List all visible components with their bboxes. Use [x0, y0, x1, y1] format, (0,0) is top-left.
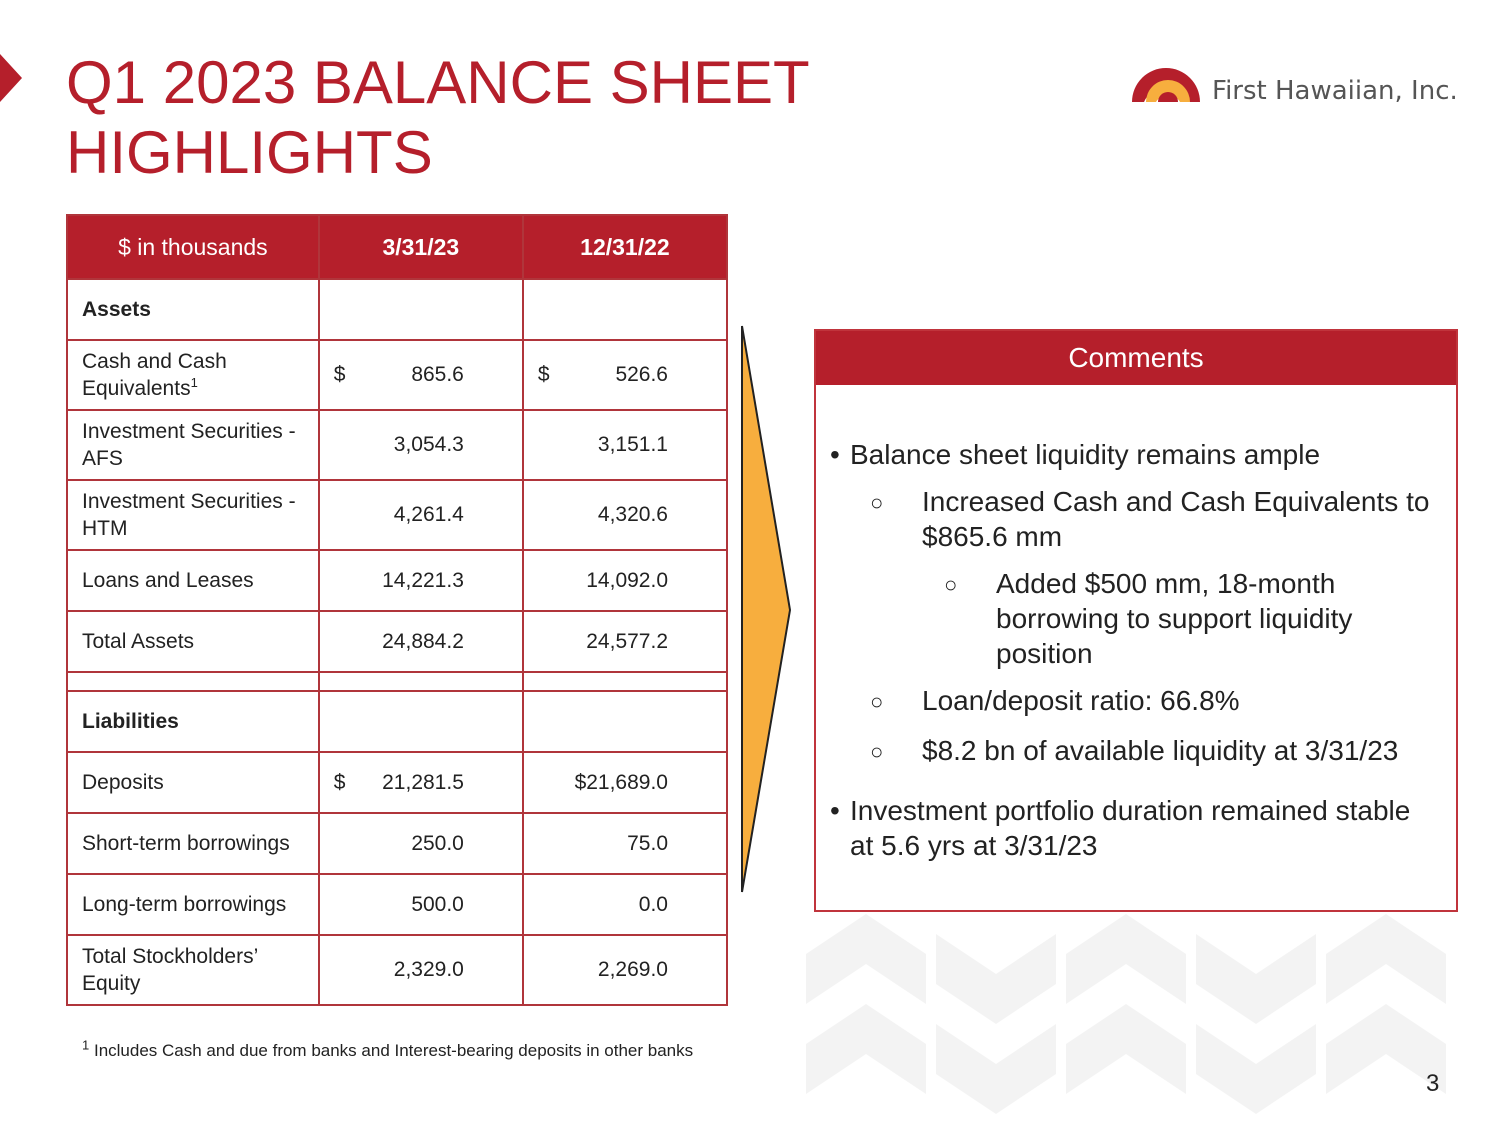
- row-label: [67, 672, 319, 691]
- header-3-31-23: 3/31/23: [319, 215, 523, 279]
- row-label: Total Stockholders’ Equity: [67, 935, 319, 1005]
- bullet-text: Balance sheet liquidity remains ample: [850, 439, 1321, 470]
- header-12-31-22: 12/31/22: [523, 215, 727, 279]
- table-row: [67, 340, 727, 410]
- cell-q1-2023: [319, 611, 523, 672]
- footnote: [82, 1037, 722, 1062]
- comments-header: Comments: [816, 331, 1456, 385]
- table-header-row: [67, 215, 727, 279]
- cell-value: 14,092.0: [586, 568, 668, 592]
- comments-box: [814, 329, 1458, 912]
- footnote-number: 1: [82, 1037, 90, 1053]
- table-row: [67, 611, 727, 672]
- table-row: [67, 874, 727, 935]
- cell-value: 2,329.0: [393, 958, 464, 981]
- row-label: Investment Securities - HTM: [67, 480, 319, 550]
- cell-q1-2023: [319, 279, 523, 340]
- bullet-circle-icon: ○: [870, 490, 884, 515]
- cell-value: 24,577.2: [586, 629, 668, 653]
- cell-q4-2022: [523, 691, 727, 752]
- cell-value: 526.6: [615, 363, 668, 386]
- cell-q1-2023: [319, 813, 523, 874]
- cell-value: 500.0: [411, 892, 464, 916]
- table-row: [67, 691, 727, 752]
- row-label: Liabilities: [67, 691, 319, 752]
- page-number: 3: [1426, 1070, 1440, 1097]
- table-row: [67, 410, 727, 480]
- chevron-pattern-background: [806, 914, 1456, 1125]
- cell-value: 2,269.0: [597, 958, 668, 981]
- header-units: $ in thousands: [67, 215, 319, 279]
- cell-value: 3,151.1: [597, 433, 668, 456]
- list-item: [830, 733, 1436, 771]
- cell-value: 24,884.2: [382, 629, 464, 653]
- row-label: Loans and Leases: [67, 550, 319, 611]
- cell-q4-2022: [523, 813, 727, 874]
- balance-sheet-table: [66, 214, 728, 1006]
- logo-text: First Hawaiian, Inc.: [1212, 76, 1458, 106]
- row-label: Assets: [67, 279, 319, 340]
- row-label: Investment Securities - AFS: [67, 410, 319, 480]
- table-row: [67, 480, 727, 550]
- footnote-marker: 1: [190, 375, 198, 390]
- cell-q1-2023: [319, 874, 523, 935]
- cell-value: 0.0: [638, 892, 668, 916]
- cell-q4-2022: [523, 874, 727, 935]
- currency-symbol: $: [333, 363, 346, 386]
- cell-q1-2023: [319, 410, 523, 480]
- cell-value: 4,261.4: [393, 503, 464, 526]
- bullet-text: Added $500 mm, 18-month borrowing to support liquidity position: [996, 568, 1353, 669]
- cell-value: 75.0: [627, 831, 668, 855]
- corner-marker: [0, 54, 22, 102]
- row-label: Total Assets: [67, 611, 319, 672]
- list-item: [830, 566, 1436, 671]
- bullet-circle-icon: ○: [870, 739, 884, 764]
- bullet-text: Investment portfolio duration remained stable at 5.6 yrs at 3/31/23: [850, 795, 1411, 861]
- title-line-1: Q1 2023 BALANCE SHEET: [66, 49, 810, 116]
- table-spacer-row: [67, 672, 727, 691]
- currency-symbol: $: [333, 770, 346, 794]
- page-title: [66, 48, 966, 188]
- cell-q1-2023: [319, 550, 523, 611]
- title-line-2: HIGHLIGHTS: [66, 119, 433, 186]
- row-label: [67, 340, 319, 410]
- bullet-dot-icon: •: [830, 439, 840, 470]
- bullet-text: Increased Cash and Cash Equivalents to $865.6 mm: [922, 486, 1430, 552]
- list-item: [830, 793, 1436, 863]
- bullet-text: Loan/deposit ratio: 66.8%: [922, 685, 1240, 716]
- cell-q4-2022: [523, 340, 727, 410]
- list-item: [830, 683, 1436, 721]
- bullet-circle-icon: ○: [870, 689, 884, 714]
- cell-q1-2023: [319, 340, 523, 410]
- table-row: [67, 279, 727, 340]
- cell-q1-2023: [319, 752, 523, 813]
- bullet-text: $8.2 bn of available liquidity at 3/31/23: [922, 735, 1399, 766]
- cell-value: 4,320.6: [597, 503, 668, 526]
- bullet-dot-icon: •: [830, 795, 840, 826]
- row-label-text: Cash and Cash Equivalents: [82, 350, 227, 400]
- cell-value: 865.6: [411, 363, 464, 386]
- company-logo: [1130, 64, 1460, 108]
- chevron-arrow-icon: [736, 320, 800, 898]
- cell-value: $21,689.0: [574, 770, 668, 794]
- footnote-text: Includes Cash and due from banks and Interest-bearing deposits in other banks: [93, 1041, 694, 1060]
- cell-q4-2022: [523, 550, 727, 611]
- list-item: [830, 484, 1436, 554]
- bullet-circle-icon: ○: [944, 572, 958, 597]
- row-label: Long-term borrowings: [67, 874, 319, 935]
- list-item: [830, 437, 1436, 472]
- cell-q4-2022: [523, 410, 727, 480]
- currency-symbol: $: [537, 363, 550, 386]
- cell-q4-2022: [523, 752, 727, 813]
- row-label: Short-term borrowings: [67, 813, 319, 874]
- cell-value: 3,054.3: [393, 433, 464, 456]
- cell-q1-2023: [319, 935, 523, 1005]
- row-label: Deposits: [67, 752, 319, 813]
- table-row: [67, 752, 727, 813]
- sunrise-logo-icon: [1130, 64, 1202, 104]
- cell-value: 21,281.5: [382, 770, 464, 794]
- comments-list: [830, 437, 1436, 875]
- cell-q4-2022: [523, 611, 727, 672]
- cell-q4-2022: [523, 935, 727, 1005]
- cell-q4-2022: [523, 480, 727, 550]
- cell-q4-2022: [523, 279, 727, 340]
- table-row: [67, 935, 727, 1005]
- cell-value: 14,221.3: [382, 568, 464, 592]
- cell-q1-2023: [319, 691, 523, 752]
- cell-q1-2023: [319, 480, 523, 550]
- cell-q1-2023: [319, 672, 523, 691]
- table-row: [67, 550, 727, 611]
- table-row: [67, 813, 727, 874]
- cell-q4-2022: [523, 672, 727, 691]
- cell-value: 250.0: [411, 831, 464, 855]
